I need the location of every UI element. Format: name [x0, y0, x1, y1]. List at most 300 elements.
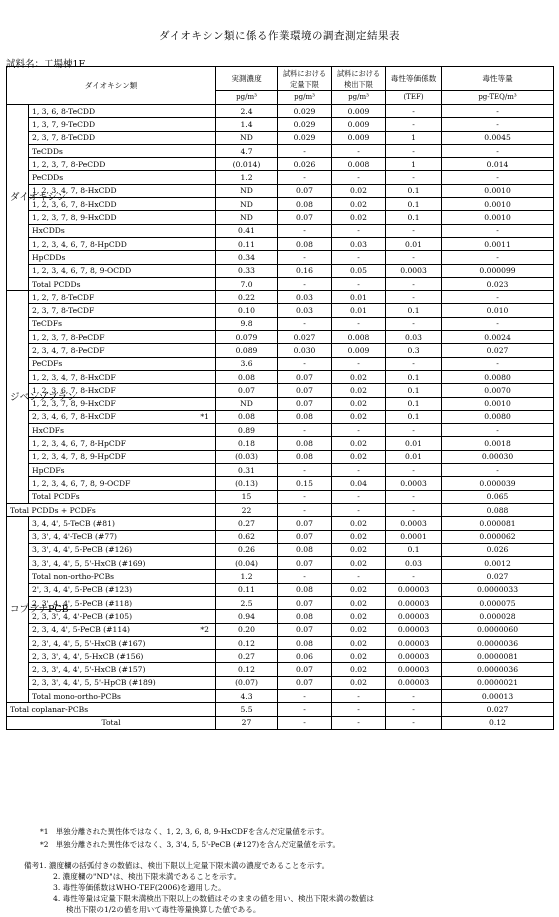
cell-tef: - — [386, 424, 442, 437]
cell-teq: 0.000039 — [442, 477, 554, 490]
compound-name-text: HxCDFs — [32, 425, 64, 435]
cell-tef: - — [386, 503, 442, 516]
compound-name — [29, 131, 216, 144]
compound-name — [29, 184, 216, 197]
table-row — [7, 317, 554, 330]
compound-name-text: Total PCDFs — [32, 492, 80, 502]
compound-name-text: 2, 3, 4, 6, 7, 8-HxCDF — [32, 412, 116, 422]
cell-quant: - — [278, 464, 332, 477]
header-teq: 毒性等量 — [442, 67, 554, 91]
sample-label: 試料名：工場棟1F — [6, 59, 86, 70]
unit-quant: pg/m³ — [278, 91, 332, 105]
cell-teq: - — [442, 224, 554, 237]
cell-conc: 0.94 — [216, 610, 278, 623]
cell-tef: 0.1 — [386, 410, 442, 423]
cell-quant: 0.08 — [278, 198, 332, 211]
page-title: ダイオキシン類に係る作業環境の調査測定結果表 — [158, 30, 401, 42]
table-row — [7, 676, 554, 689]
compound-name-text: 1, 3, 6, 8-TeCDD — [32, 106, 96, 116]
cell-conc: 15 — [216, 490, 278, 503]
table-row — [7, 543, 554, 556]
table-row — [7, 557, 554, 570]
cell-detect: 0.02 — [332, 583, 386, 596]
cell-teq: - — [442, 357, 554, 370]
cell-teq: 0.026 — [442, 543, 554, 556]
remark-1: 備考1. 濃度欄の括弧付きの数値は、検出下限以上定量下限未満の濃度であることを示す。 — [24, 861, 330, 870]
table-row — [7, 237, 554, 250]
group-label: ダイオキシン — [7, 105, 29, 291]
cell-tef: 0.00003 — [386, 636, 442, 649]
cell-tef: 0.1 — [386, 198, 442, 211]
table-row — [7, 410, 554, 423]
cell-detect: - — [332, 716, 386, 729]
cell-teq: 0.0080 — [442, 370, 554, 383]
table-row — [7, 623, 554, 636]
cell-tef: 0.0001 — [386, 530, 442, 543]
cell-tef: 0.03 — [386, 331, 442, 344]
footnote-mark: *1 — [200, 411, 210, 421]
cell-quant: - — [278, 490, 332, 503]
cell-tef: - — [386, 291, 442, 304]
cell-conc: 2.5 — [216, 596, 278, 609]
cell-tef: 0.00003 — [386, 583, 442, 596]
footnotes — [40, 825, 340, 851]
compound-name-text: 2', 3, 4, 4', 5-PeCB (#123) — [32, 585, 133, 595]
cell-conc: 4.3 — [216, 690, 278, 703]
cell-conc: (0.03) — [216, 450, 278, 463]
table-row — [7, 357, 554, 370]
remarks — [24, 860, 374, 915]
compound-name-text: 1, 2, 3, 6, 7, 8-HxCDD — [32, 199, 117, 209]
table-row — [7, 570, 554, 583]
compound-name-text: 2, 3, 3', 4, 4', 5, 5'-HpCB (#189) — [32, 678, 156, 688]
cell-teq: 0.0070 — [442, 384, 554, 397]
cell-tef: 0.00003 — [386, 650, 442, 663]
compound-name-text: 1, 2, 3, 4, 6, 7, 8, 9-OCDD — [32, 266, 132, 276]
cell-quant: 0.07 — [278, 663, 332, 676]
cell-tef: 0.1 — [386, 397, 442, 410]
table-row — [7, 716, 554, 729]
cell-teq: - — [442, 291, 554, 304]
table-row — [7, 131, 554, 144]
table-row — [7, 291, 554, 304]
table-row — [7, 105, 554, 118]
cell-quant: 0.06 — [278, 650, 332, 663]
table-row — [7, 450, 554, 463]
compound-name-text: 1, 2, 3, 4, 6, 7, 8, 9-OCDF — [32, 478, 131, 488]
cell-tef: 0.1 — [386, 211, 442, 224]
cell-teq: 0.00030 — [442, 450, 554, 463]
compound-name — [29, 171, 216, 184]
compound-name — [29, 158, 216, 171]
unit-tef: (TEF) — [386, 91, 442, 105]
table-row — [7, 370, 554, 383]
cell-teq: 0.0000081 — [442, 650, 554, 663]
cell-quant: 0.08 — [278, 583, 332, 596]
cell-detect: 0.01 — [332, 304, 386, 317]
cell-conc: 0.079 — [216, 331, 278, 344]
cell-detect: - — [332, 703, 386, 716]
compound-name — [29, 237, 216, 250]
table-row — [7, 424, 554, 437]
cell-tef: 0.03 — [386, 557, 442, 570]
compound-name-text: 3, 3', 4, 4'-TeCB (#77) — [32, 532, 118, 542]
cell-tef: - — [386, 357, 442, 370]
cell-conc: 0.11 — [216, 237, 278, 250]
group-label: ジベンゾフラン — [7, 291, 29, 504]
cell-teq: 0.027 — [442, 570, 554, 583]
cell-quant: 0.07 — [278, 557, 332, 570]
cell-detect: 0.009 — [332, 118, 386, 131]
cell-teq: - — [442, 464, 554, 477]
cell-tef: 0.1 — [386, 384, 442, 397]
cell-detect: 0.04 — [332, 477, 386, 490]
compound-name — [29, 344, 216, 357]
cell-detect: - — [332, 464, 386, 477]
compound-name-text: 1, 2, 3, 4, 7, 8-HxCDF — [32, 372, 116, 382]
cell-quant: 0.08 — [278, 543, 332, 556]
table-row — [7, 477, 554, 490]
cell-conc: 7.0 — [216, 277, 278, 290]
cell-tef: 0.0003 — [386, 477, 442, 490]
compound-name — [7, 703, 216, 716]
cell-quant: 0.16 — [278, 264, 332, 277]
compound-name-text: 2, 3, 7, 8-TeCDF — [32, 306, 95, 316]
cell-conc: 0.33 — [216, 264, 278, 277]
table-row — [7, 344, 554, 357]
compound-name-text: 1, 2, 3, 7, 8, 9-HxCDF — [32, 399, 116, 409]
compound-name-text: Total PCDDs + PCDFs — [10, 505, 96, 515]
cell-tef: 0.01 — [386, 237, 442, 250]
compound-name — [7, 716, 216, 729]
compound-name-text: 1, 2, 3, 4, 6, 7, 8-HpCDF — [32, 439, 127, 449]
cell-quant: - — [278, 716, 332, 729]
cell-conc: 0.89 — [216, 424, 278, 437]
cell-tef: - — [386, 464, 442, 477]
cell-conc: 4.7 — [216, 144, 278, 157]
cell-tef: - — [386, 716, 442, 729]
cell-teq: 0.12 — [442, 716, 554, 729]
cell-quant: 0.07 — [278, 184, 332, 197]
table-row — [7, 277, 554, 290]
compound-name — [29, 317, 216, 330]
compound-name-text: 1, 2, 3, 4, 6, 7, 8-HpCDD — [32, 239, 127, 249]
compound-name — [29, 198, 216, 211]
cell-conc: (0.07) — [216, 676, 278, 689]
cell-teq: 0.0010 — [442, 184, 554, 197]
table-row — [7, 224, 554, 237]
cell-quant: 0.08 — [278, 636, 332, 649]
cell-quant: 0.08 — [278, 410, 332, 423]
compound-name — [29, 357, 216, 370]
table-row — [7, 184, 554, 197]
compound-name — [29, 450, 216, 463]
cell-detect: 0.02 — [332, 636, 386, 649]
cell-tef: 0.0003 — [386, 264, 442, 277]
cell-quant: 0.029 — [278, 105, 332, 118]
table-row — [7, 503, 554, 516]
table-row — [7, 490, 554, 503]
cell-teq: 0.010 — [442, 304, 554, 317]
compound-name — [29, 384, 216, 397]
cell-conc: 5.5 — [216, 703, 278, 716]
cell-quant: - — [278, 277, 332, 290]
cell-conc: 1.2 — [216, 570, 278, 583]
cell-teq: 0.0045 — [442, 131, 554, 144]
compound-name-text: 3, 4, 4', 5-TeCB (#81) — [32, 518, 115, 528]
table-row — [7, 211, 554, 224]
cell-teq: 0.0012 — [442, 557, 554, 570]
footnote-mark: *2 — [200, 624, 210, 634]
table-row — [7, 517, 554, 530]
cell-quant: 0.07 — [278, 623, 332, 636]
cell-teq: 0.000099 — [442, 264, 554, 277]
table-row — [7, 690, 554, 703]
cell-detect: 0.02 — [332, 610, 386, 623]
cell-detect: - — [332, 171, 386, 184]
cell-detect: 0.02 — [332, 198, 386, 211]
cell-teq: 0.065 — [442, 490, 554, 503]
compound-name-text: 2, 3', 4, 4', 5-PeCB (#118) — [32, 598, 133, 608]
cell-teq: - — [442, 118, 554, 131]
compound-name — [29, 583, 216, 596]
cell-detect: 0.02 — [332, 410, 386, 423]
header-row — [7, 67, 554, 91]
cell-detect: 0.03 — [332, 237, 386, 250]
cell-quant: - — [278, 144, 332, 157]
compound-name-text: Total non-ortho-PCBs — [32, 572, 115, 582]
compound-name — [29, 530, 216, 543]
compound-name-text: 2, 3, 3', 4, 4', 5-HxCB (#156) — [32, 651, 144, 661]
compound-name — [29, 596, 216, 609]
compound-name — [29, 370, 216, 383]
cell-detect: 0.008 — [332, 331, 386, 344]
table-row — [7, 596, 554, 609]
compound-name — [29, 410, 216, 423]
compound-name — [29, 636, 216, 649]
header-tef: 毒性等価係数 — [386, 67, 442, 91]
unit-conc: pg/m³ — [216, 91, 278, 105]
compound-name-text: 1, 2, 3, 7, 8-PeCDD — [32, 159, 106, 169]
remark-2: 2. 濃度欄の"ND"は、検出下限未満であることを示す。 — [53, 872, 242, 881]
compound-name-text: TeCDFs — [32, 319, 63, 329]
compound-name-text: 1, 3, 7, 9-TeCDD — [32, 119, 96, 129]
cell-detect: 0.009 — [332, 344, 386, 357]
cell-quant: - — [278, 424, 332, 437]
cell-tef: 0.1 — [386, 184, 442, 197]
table-row — [7, 118, 554, 131]
cell-conc: 22 — [216, 503, 278, 516]
cell-quant: 0.07 — [278, 397, 332, 410]
compound-name — [29, 251, 216, 264]
cell-teq: - — [442, 251, 554, 264]
compound-name — [29, 543, 216, 556]
cell-teq: 0.027 — [442, 703, 554, 716]
table-row — [7, 530, 554, 543]
cell-quant: 0.027 — [278, 331, 332, 344]
cell-quant: 0.08 — [278, 450, 332, 463]
cell-tef: 0.00003 — [386, 610, 442, 623]
cell-detect: 0.02 — [332, 184, 386, 197]
cell-quant: 0.07 — [278, 530, 332, 543]
cell-conc: (0.014) — [216, 158, 278, 171]
compound-name — [29, 623, 216, 636]
cell-detect: - — [332, 503, 386, 516]
cell-conc: ND — [216, 131, 278, 144]
cell-teq: 0.000062 — [442, 530, 554, 543]
cell-quant: 0.07 — [278, 211, 332, 224]
cell-teq: 0.0010 — [442, 397, 554, 410]
cell-conc: 1.4 — [216, 118, 278, 131]
cell-quant: - — [278, 690, 332, 703]
cell-conc: 0.22 — [216, 291, 278, 304]
compound-name-text: 1, 2, 3, 6, 7, 8-HxCDF — [32, 385, 116, 395]
remark-3: 3. 毒性等価係数はWHO-TEF(2006)を適用した。 — [53, 883, 226, 892]
compound-name — [7, 503, 216, 516]
cell-detect: 0.02 — [332, 557, 386, 570]
cell-detect: 0.02 — [332, 530, 386, 543]
cell-quant: 0.03 — [278, 304, 332, 317]
cell-detect: 0.02 — [332, 450, 386, 463]
remark-4-cont: 検出下限の1/2の値を用いて毒性等量換算した値である。 — [66, 905, 261, 914]
compound-name — [29, 211, 216, 224]
compound-name — [29, 277, 216, 290]
compound-name — [29, 570, 216, 583]
cell-teq: - — [442, 317, 554, 330]
cell-conc: 0.12 — [216, 663, 278, 676]
cell-teq: - — [442, 171, 554, 184]
cell-conc: ND — [216, 397, 278, 410]
cell-teq: 0.0010 — [442, 198, 554, 211]
cell-tef: 0.1 — [386, 370, 442, 383]
cell-detect: - — [332, 277, 386, 290]
cell-teq: 0.023 — [442, 277, 554, 290]
cell-tef: - — [386, 690, 442, 703]
table-row — [7, 158, 554, 171]
compound-name-text: TeCDDs — [32, 146, 63, 156]
cell-tef: - — [386, 144, 442, 157]
table-row — [7, 663, 554, 676]
cell-quant: - — [278, 171, 332, 184]
cell-tef: - — [386, 251, 442, 264]
footnote-2: *2 単独分離された異性体ではなく、3, 3'4, 5, 5'-PeCB (#127)を含んだ定量値を示す。 — [40, 840, 340, 849]
compound-name — [29, 397, 216, 410]
cell-detect: 0.02 — [332, 676, 386, 689]
compound-name — [29, 437, 216, 450]
cell-conc: 0.27 — [216, 650, 278, 663]
cell-quant: 0.030 — [278, 344, 332, 357]
table-row — [7, 636, 554, 649]
compound-name — [29, 424, 216, 437]
table-row — [7, 251, 554, 264]
cell-quant: - — [278, 503, 332, 516]
cell-conc: 3.6 — [216, 357, 278, 370]
cell-detect: - — [332, 424, 386, 437]
remark-4: 4. 毒性等量は定量下限未満検出下限以上の数値はそのままの値を用い、検出下限未満の数値は — [53, 894, 374, 903]
compound-name — [29, 144, 216, 157]
cell-tef: - — [386, 171, 442, 184]
compound-name-text: HpCDDs — [32, 252, 66, 262]
cell-tef: 0.3 — [386, 344, 442, 357]
group-label: コプラナPCB — [7, 517, 29, 703]
cell-quant: 0.08 — [278, 610, 332, 623]
compound-name — [29, 118, 216, 131]
compound-name — [29, 557, 216, 570]
compound-name — [29, 304, 216, 317]
compound-name — [29, 331, 216, 344]
compound-name — [29, 477, 216, 490]
unit-teq: pg-TEQ/m³ — [442, 91, 554, 105]
table-row — [7, 437, 554, 450]
cell-quant: - — [278, 251, 332, 264]
table-row — [7, 583, 554, 596]
cell-detect: - — [332, 144, 386, 157]
cell-tef: 0.0003 — [386, 517, 442, 530]
cell-tef: 0.1 — [386, 543, 442, 556]
cell-conc: 0.08 — [216, 410, 278, 423]
cell-detect: 0.02 — [332, 623, 386, 636]
cell-quant: 0.07 — [278, 596, 332, 609]
cell-tef: - — [386, 317, 442, 330]
compound-name-text: PeCDDs — [32, 173, 64, 183]
compound-name — [29, 464, 216, 477]
compound-name-text: 1, 2, 3, 7, 8-PeCDF — [32, 332, 105, 342]
compound-name-text: 2, 3, 3', 4, 4'-PeCB (#105) — [32, 611, 133, 621]
cell-teq: 0.0010 — [442, 211, 554, 224]
cell-quant: - — [278, 703, 332, 716]
cell-quant: 0.029 — [278, 118, 332, 131]
cell-quant: - — [278, 224, 332, 237]
compound-name — [29, 610, 216, 623]
table-row — [7, 264, 554, 277]
cell-detect: - — [332, 224, 386, 237]
cell-tef: - — [386, 224, 442, 237]
cell-tef: - — [386, 570, 442, 583]
cell-detect: - — [332, 570, 386, 583]
cell-quant: 0.15 — [278, 477, 332, 490]
compound-name-text: Total PCDDs — [32, 279, 81, 289]
header-detect: 試料における検出下限 — [332, 67, 386, 91]
table-row — [7, 144, 554, 157]
cell-detect: 0.02 — [332, 384, 386, 397]
cell-teq: 0.00013 — [442, 690, 554, 703]
cell-tef: 0.00003 — [386, 676, 442, 689]
cell-teq: 0.014 — [442, 158, 554, 171]
cell-detect: - — [332, 690, 386, 703]
compound-name — [29, 224, 216, 237]
table-row — [7, 703, 554, 716]
cell-detect: - — [332, 490, 386, 503]
cell-conc: (0.04) — [216, 557, 278, 570]
cell-detect: 0.02 — [332, 211, 386, 224]
cell-quant: 0.08 — [278, 437, 332, 450]
cell-conc: 0.26 — [216, 543, 278, 556]
cell-conc: ND — [216, 184, 278, 197]
unit-detect: pg/m³ — [332, 91, 386, 105]
compound-name-text: Total — [101, 718, 121, 728]
compound-name — [29, 676, 216, 689]
cell-detect: 0.02 — [332, 663, 386, 676]
footnote-1: *1 単独分離された異性体ではなく、1, 2, 3, 6, 8, 9-HxCDFを含んだ定量値を示す。 — [40, 827, 329, 836]
cell-conc: 0.08 — [216, 370, 278, 383]
header-name: ダイオキシン類 — [7, 67, 216, 105]
cell-conc: 9.8 — [216, 317, 278, 330]
compound-name — [29, 517, 216, 530]
cell-teq: - — [442, 424, 554, 437]
cell-teq: 0.0011 — [442, 237, 554, 250]
cell-teq: 0.027 — [442, 344, 554, 357]
cell-conc: 0.12 — [216, 636, 278, 649]
